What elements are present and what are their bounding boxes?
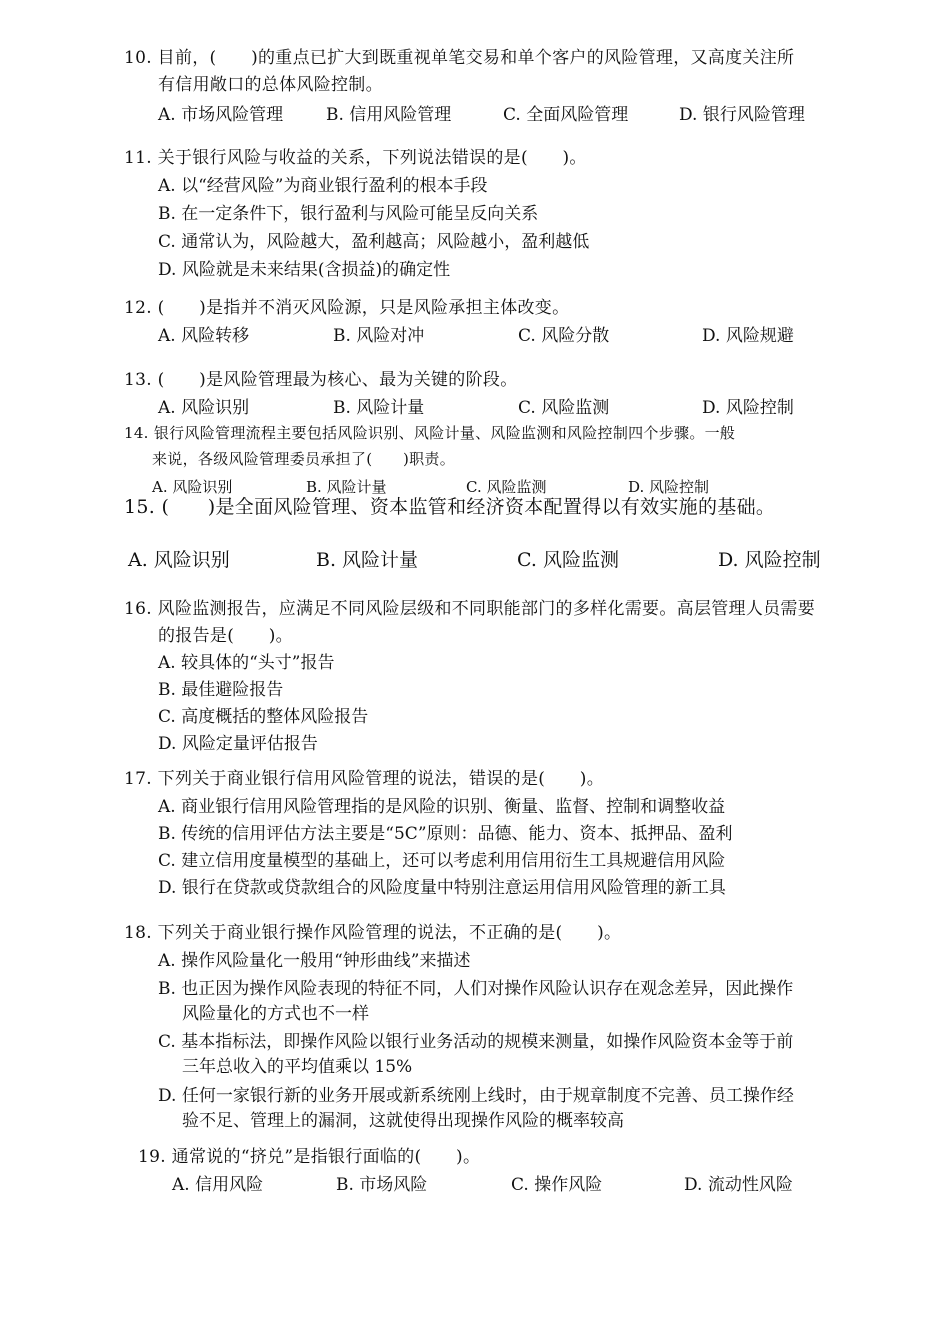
question-18-option-b-line-1: B. 也正因为操作风险表现的特征不同，人们对操作风险认识存在观念差异，因此操作 [158, 979, 794, 999]
question-13-stem: 13. ( )是风险管理最为核心、最为关键的阶段。 [124, 370, 518, 390]
question-14-option-c: C. 风险监测 [466, 478, 547, 496]
question-15-option-a: A. 风险识别 [128, 549, 230, 571]
question-16-option-a: A. 较具体的“头寸”报告 [158, 653, 335, 673]
question-19-option-a: A. 信用风险 [172, 1175, 264, 1195]
question-18-option-c-line-2: 三年总收入的平均值乘以 15% [182, 1057, 413, 1077]
question-16-stem-line-1: 16. 风险监测报告，应满足不同风险层级和不同职能部门的多样化需要。高层管理人员需要 [124, 599, 816, 619]
question-11-option-a: A. 以“经营风险”为商业银行盈利的根本手段 [158, 176, 488, 196]
question-18-option-a: A. 操作风险量化一般用“钟形曲线”来描述 [158, 951, 471, 971]
question-19-option-d: D. 流动性风险 [684, 1175, 793, 1195]
question-14-option-a: A. 风险识别 [152, 478, 233, 496]
question-10-stem-line-2: 有信用敞口的总体风险控制。 [158, 75, 383, 95]
question-17-option-b: B. 传统的信用评估方法主要是“5C”原则：品德、能力、资本、抵押品、盈利 [158, 824, 733, 844]
question-14-stem-line-2: 来说，各级风险管理委员承担了( )职责。 [152, 450, 456, 468]
question-12-option-d: D. 风险规避 [702, 326, 794, 346]
question-14-stem-line-1: 14. 银行风险管理流程主要包括风险识别、风险计量、风险监测和风险控制四个步骤。一般 [124, 424, 736, 442]
question-15-option-c: C. 风险监测 [517, 549, 619, 571]
question-15-option-b: B. 风险计量 [316, 549, 419, 571]
question-10-stem-line-1: 10. 目前，( )的重点已扩大到既重视单笔交易和单个客户的风险管理，又高度关注所 [124, 48, 795, 68]
question-17-option-c: C. 建立信用度量模型的基础上，还可以考虑利用信用衍生工具规避信用风险 [158, 851, 726, 871]
question-11-option-d: D. 风险就是未来结果(含损益)的确定性 [158, 260, 451, 280]
question-14-option-d: D. 风险控制 [628, 478, 710, 496]
question-13-option-d: D. 风险控制 [702, 398, 794, 418]
question-17-option-a: A. 商业银行信用风险管理指的是风险的识别、衡量、监督、控制和调整收益 [158, 797, 726, 817]
question-13-option-b: B. 风险计量 [333, 398, 425, 418]
question-10-option-d: D. 银行风险管理 [679, 105, 805, 125]
question-15-option-d: D. 风险控制 [718, 549, 821, 571]
question-19-option-b: B. 市场风险 [336, 1175, 428, 1195]
question-12-stem: 12. ( )是指并不消灭风险源，只是风险承担主体改变。 [124, 298, 570, 318]
question-19-option-c: C. 操作风险 [511, 1175, 603, 1195]
question-11-stem: 11. 关于银行风险与收益的关系，下列说法错误的是( )。 [124, 148, 587, 168]
question-16-stem-line-2: 的报告是( )。 [158, 626, 293, 646]
question-10-option-c: C. 全面风险管理 [503, 105, 629, 125]
question-14-option-b: B. 风险计量 [306, 478, 387, 496]
question-16-option-d: D. 风险定量评估报告 [158, 734, 318, 754]
question-11-option-c: C. 通常认为，风险越大，盈利越高；风险越小，盈利越低 [158, 232, 590, 252]
question-17-stem: 17. 下列关于商业银行信用风险管理的说法，错误的是( )。 [124, 769, 605, 789]
question-18-option-d-line-2: 验不足、管理上的漏洞，这就使得出现操作风险的概率较高 [182, 1111, 624, 1131]
question-10-option-b: B. 信用风险管理 [326, 105, 452, 125]
question-17-option-d: D. 银行在贷款或贷款组合的风险度量中特别注意运用信用风险管理的新工具 [158, 878, 726, 898]
question-11-option-b: B. 在一定条件下，银行盈利与风险可能呈反向关系 [158, 204, 539, 224]
question-10-option-a: A. 市场风险管理 [158, 105, 284, 125]
question-18-option-c-line-1: C. 基本指标法，即操作风险以银行业务活动的规模来测量，如操作风险资本金等于前 [158, 1032, 794, 1052]
question-12-option-b: B. 风险对冲 [333, 326, 425, 346]
question-18-option-b-line-2: 风险量化的方式也不一样 [182, 1004, 369, 1024]
question-12-option-c: C. 风险分散 [518, 326, 610, 346]
question-19-stem: 19. 通常说的“挤兑”是指银行面临的( )。 [138, 1147, 481, 1167]
question-16-option-c: C. 高度概括的整体风险报告 [158, 707, 369, 727]
question-18-option-d-line-1: D. 任何一家银行新的业务开展或新系统刚上线时，由于规章制度不完善、员工操作经 [158, 1086, 794, 1106]
question-16-option-b: B. 最佳避险报告 [158, 680, 284, 700]
question-13-option-a: A. 风险识别 [158, 398, 250, 418]
question-13-option-c: C. 风险监测 [518, 398, 610, 418]
question-15-stem: 15. ( )是全面风险管理、资本监管和经济资本配置得以有效实施的基础。 [124, 496, 776, 518]
question-12-option-a: A. 风险转移 [158, 326, 250, 346]
question-18-stem: 18. 下列关于商业银行操作风险管理的说法，不正确的是( )。 [124, 923, 622, 943]
